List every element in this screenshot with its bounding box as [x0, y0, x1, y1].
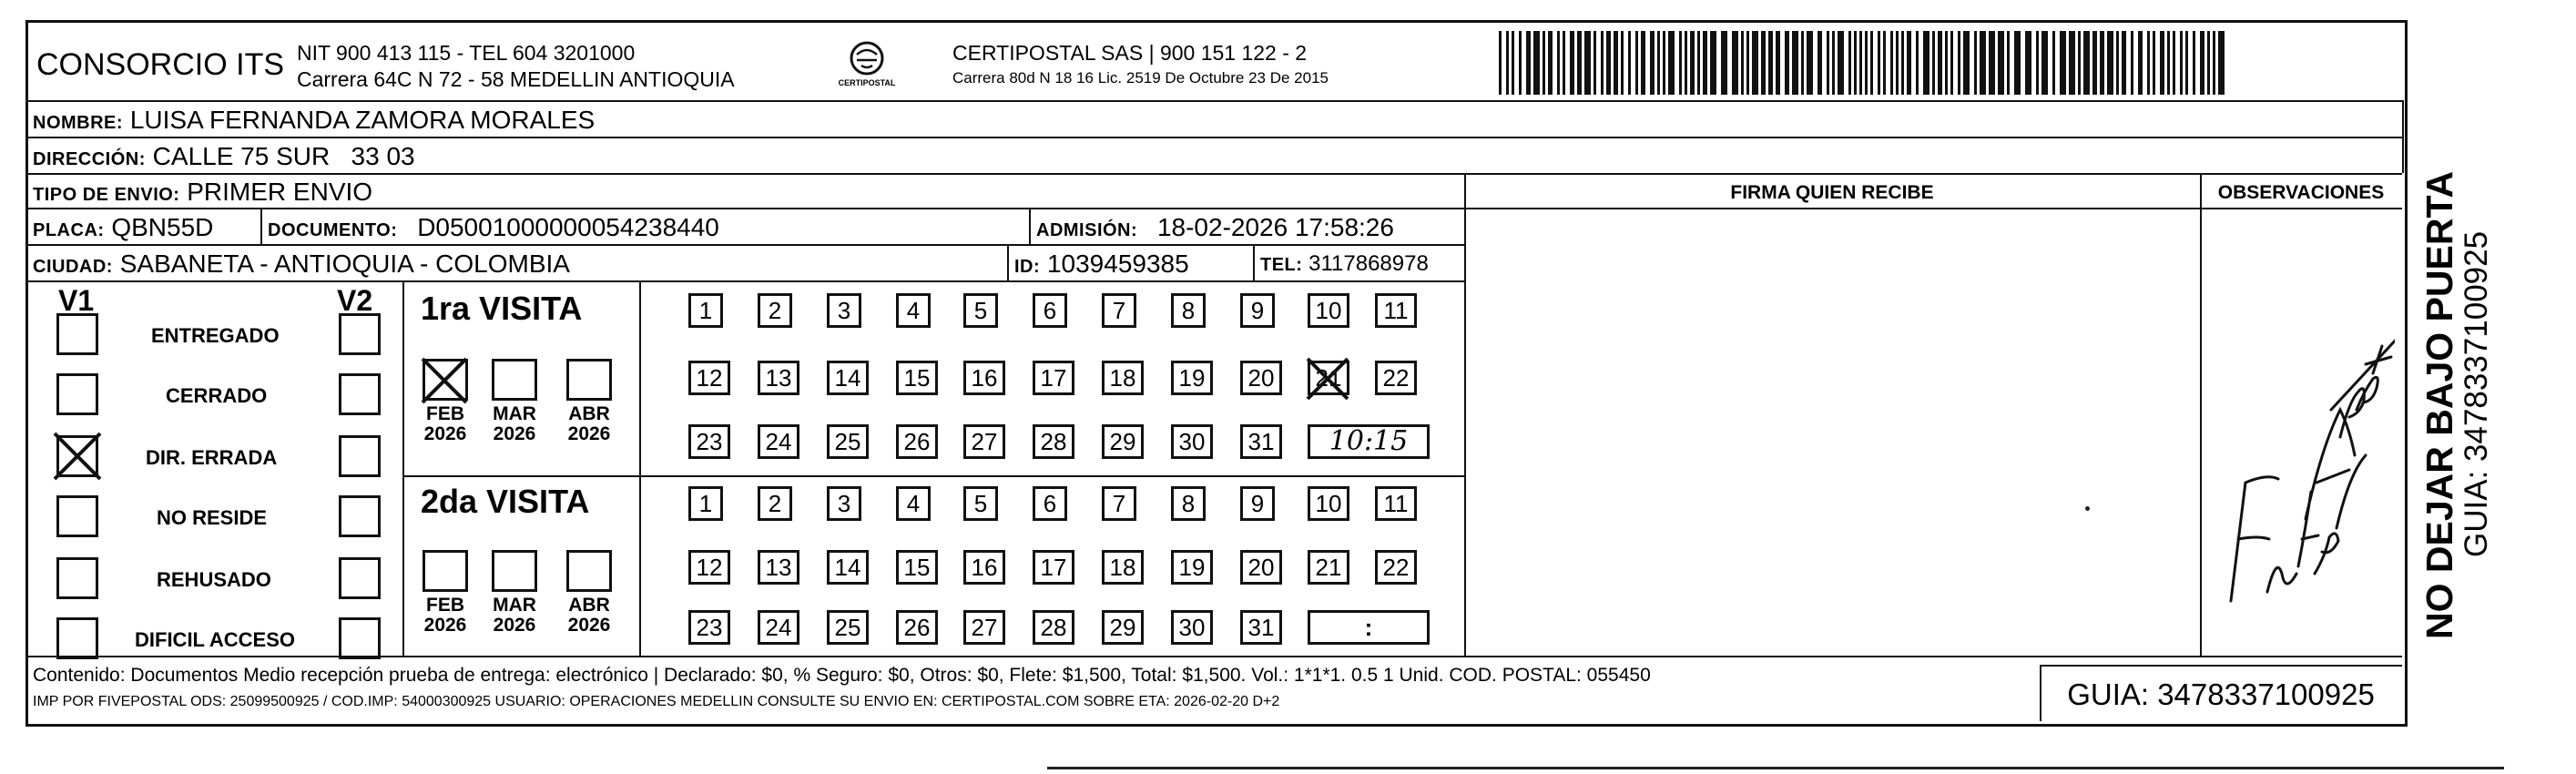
no-dejar-warning: NO DEJAR BAJO PUERTA	[2418, 170, 2460, 639]
tipo-label: TIPO DE ENVIO:	[33, 185, 180, 205]
footer-line1: Contenido: Documentos Medio recepción prueba de entrega: electrónico | Declarado: $0, % Seguro: $0, Otros: $0, Flete: $1,500, Total: $1,500. Vol.: 1*1*1. 0.5 1 Unid. COD. POSTAL: 055450	[33, 665, 1651, 686]
month-year: 2026	[493, 615, 536, 637]
v1-checkbox[interactable]	[56, 495, 98, 537]
month-name: MAR	[493, 403, 536, 424]
day-box[interactable]: 7	[1102, 293, 1136, 328]
recipient-name: LUISA FERNANDA ZAMORA MORALES	[129, 106, 596, 134]
status-label: DIR. ERRADA	[146, 446, 278, 469]
day-box[interactable]: 7	[1102, 486, 1136, 521]
barcode	[1499, 31, 2227, 95]
month-year: 2026	[493, 423, 536, 445]
month-year: 2026	[567, 615, 611, 637]
guia-vertical: GUIA: 3478337100925	[2459, 230, 2494, 557]
day-box[interactable]: 31	[1240, 610, 1282, 645]
second-visit-title: 2da VISITA	[421, 483, 590, 520]
day-box[interactable]: 5	[963, 486, 998, 521]
day-box[interactable]: 8	[1171, 486, 1206, 521]
month-year: 2026	[423, 615, 467, 637]
day-box[interactable]: 14	[827, 361, 869, 395]
footer-line2: IMP POR FIVEPOSTAL ODS: 25099500925 / COD.IMP: 54000300925 USUARIO: OPERACIONES MEDELLIN CONSULTE SU ENVIO EN: CERTIPOSTAL.COM SOBRE ETA: 2026-02-20 D+2	[33, 694, 1280, 709]
company-name: CONSORCIO ITS	[36, 47, 285, 82]
tel-label: TEL:	[1260, 255, 1303, 275]
company-info-line2: Carrera 64C N 72 - 58 MEDELLIN ANTIOQUIA	[297, 67, 735, 91]
v2-checkbox[interactable]	[339, 617, 381, 659]
status-label: ENTREGADO	[151, 324, 280, 347]
day-box[interactable]: 10	[1308, 486, 1349, 521]
day-box[interactable]: 26	[896, 610, 938, 645]
day-box[interactable]: 30	[1171, 424, 1213, 459]
day-box[interactable]: 3	[827, 293, 861, 328]
day-box[interactable]: 6	[1033, 486, 1067, 521]
day-box[interactable]: 16	[963, 550, 1005, 585]
month-year: 2026	[423, 423, 467, 445]
month-name: MAR	[493, 595, 536, 616]
firma-header: FIRMA QUIEN RECIBE	[1730, 182, 1934, 203]
ink-dot	[2085, 506, 2090, 511]
day-box[interactable]: 11	[1375, 293, 1417, 328]
day-box[interactable]: 20	[1240, 361, 1282, 395]
city: SABANETA - ANTIOQUIA - COLOMBIA	[119, 250, 570, 278]
day-box[interactable]: 17	[1033, 550, 1074, 585]
id-label: ID:	[1014, 257, 1041, 277]
document-number: D05001000000054238440	[417, 213, 719, 241]
day-box[interactable]: 5	[963, 293, 998, 328]
day-box[interactable]: 11	[1375, 486, 1417, 521]
day-box[interactable]: 15	[896, 550, 938, 585]
paper-edge	[1047, 767, 2504, 769]
time-box[interactable]: :	[1308, 610, 1430, 645]
day-box[interactable]: 24	[758, 424, 799, 459]
day-box[interactable]: 12	[688, 550, 730, 585]
plate: QBN55D	[111, 213, 214, 241]
observaciones-header: OBSERVACIONES	[2217, 182, 2385, 203]
month-box[interactable]	[492, 359, 537, 401]
first-visit-title: 1ra VISITA	[421, 290, 583, 327]
v2-checkbox[interactable]	[339, 495, 381, 537]
day-box[interactable]: 18	[1102, 550, 1144, 585]
day-box[interactable]: 4	[896, 293, 931, 328]
status-label: CERRADO	[166, 384, 268, 407]
day-box[interactable]: 17	[1033, 361, 1074, 395]
day-box[interactable]: 12	[688, 361, 730, 395]
day-box[interactable]: 26	[896, 424, 938, 459]
nombre-label: NOMBRE:	[33, 113, 124, 133]
x-mark	[419, 355, 470, 406]
month-box[interactable]	[492, 550, 537, 592]
admission-date: 18-02-2026 17:58:26	[1156, 213, 1394, 241]
month-name: ABR	[568, 403, 610, 424]
status-label: NO RESIDE	[157, 506, 268, 529]
x-mark	[1304, 355, 1351, 402]
day-box[interactable]: 22	[1375, 361, 1417, 395]
v1-header: V1	[58, 284, 95, 317]
courier-line1: CERTIPOSTAL SAS | 900 151 122 - 2	[952, 41, 1308, 65]
day-box[interactable]: 21	[1308, 550, 1349, 585]
handwritten-observation	[2204, 300, 2395, 647]
v2-checkbox[interactable]	[339, 557, 381, 599]
month-label	[560, 404, 618, 444]
day-box[interactable]: 28	[1033, 610, 1074, 645]
day-box[interactable]: 27	[963, 610, 1005, 645]
day-box[interactable]: 1	[688, 486, 723, 521]
day-box[interactable]: 9	[1240, 486, 1275, 521]
company-info-line1: NIT 900 413 115 - TEL 604 3201000	[297, 41, 636, 65]
footer-guia: GUIA: 3478337100925	[2067, 677, 2375, 711]
day-box[interactable]: 20	[1240, 550, 1282, 585]
time-box[interactable]: 10:15	[1308, 424, 1430, 459]
day-number: 21	[1315, 364, 1342, 392]
day-box[interactable]: 28	[1033, 424, 1074, 459]
status-label: REHUSADO	[157, 568, 271, 591]
v2-header: V2	[337, 284, 373, 317]
month-name: FEB	[426, 403, 464, 424]
logo-text: CERTIPOSTAL	[838, 78, 896, 87]
month-year: 2026	[567, 423, 611, 445]
v2-checkbox[interactable]	[339, 313, 381, 355]
month-label	[560, 596, 618, 636]
day-box[interactable]: 25	[827, 610, 869, 645]
v2-checkbox[interactable]	[339, 435, 381, 477]
v1-checkbox[interactable]	[56, 617, 98, 659]
day-box[interactable]: 8	[1171, 293, 1206, 328]
day-box[interactable]: 29	[1102, 610, 1144, 645]
day-box[interactable]: 25	[827, 424, 869, 459]
day-box[interactable]: 16	[963, 361, 1005, 395]
day-box[interactable]: 18	[1102, 361, 1144, 395]
direccion-label: DIRECCIÓN:	[33, 149, 146, 169]
day-box[interactable]: 3	[827, 486, 861, 521]
month-label	[485, 404, 544, 444]
month-name: FEB	[426, 595, 464, 616]
day-box[interactable]: 23	[688, 610, 730, 645]
v2-checkbox[interactable]	[339, 373, 381, 415]
v1-checkbox[interactable]	[56, 313, 98, 355]
day-box[interactable]: 13	[758, 361, 799, 395]
day-box[interactable]: 15	[896, 361, 938, 395]
month-label	[416, 404, 474, 444]
month-name: ABR	[568, 595, 610, 616]
day-box[interactable]: 13	[758, 550, 799, 585]
day-box[interactable]: 4	[896, 486, 931, 521]
recipient-phone: 3117868978	[1308, 251, 1429, 276]
documento-label: DOCUMENTO:	[268, 220, 398, 240]
day-box[interactable]: 1	[688, 293, 723, 328]
admision-label: ADMISIÓN:	[1036, 220, 1138, 240]
v1-checkbox[interactable]	[56, 557, 98, 599]
placa-label: PLACA:	[33, 220, 105, 240]
courier-line2: Carrera 80d N 18 16 Lic. 2519 De Octubre 23 De 2015	[952, 69, 1329, 87]
shipment-type: PRIMER ENVIO	[187, 178, 373, 206]
day-box[interactable]: 30	[1171, 610, 1213, 645]
month-box[interactable]	[566, 359, 612, 401]
month-box[interactable]	[423, 550, 468, 592]
month-label	[485, 596, 544, 636]
day-box[interactable]: 24	[758, 610, 799, 645]
day-box[interactable]: 23	[688, 424, 730, 459]
day-box[interactable]: 19	[1171, 361, 1213, 395]
certipostal-logo	[830, 36, 903, 91]
day-box[interactable]: 19	[1171, 550, 1213, 585]
recipient-address: CALLE 75 SUR 33 03	[152, 142, 415, 170]
month-label	[416, 596, 474, 636]
day-box[interactable]: 2	[758, 486, 792, 521]
month-box[interactable]	[566, 550, 612, 592]
ciudad-label: CIUDAD:	[33, 257, 113, 277]
day-box[interactable]: 9	[1240, 293, 1275, 328]
day-box[interactable]: 29	[1102, 424, 1144, 459]
day-box[interactable]: 27	[963, 424, 1005, 459]
day-box[interactable]: 31	[1240, 424, 1282, 459]
v1-checkbox[interactable]	[56, 373, 98, 415]
x-mark	[51, 430, 104, 483]
status-label: DIFICIL ACCESO	[135, 628, 296, 651]
day-box[interactable]: 10	[1308, 293, 1349, 328]
recipient-id: 1039459385	[1046, 250, 1189, 278]
day-box[interactable]: 2	[758, 293, 792, 328]
day-box[interactable]: 22	[1375, 550, 1417, 585]
day-box[interactable]: 6	[1033, 293, 1067, 328]
day-box[interactable]: 14	[827, 550, 869, 585]
